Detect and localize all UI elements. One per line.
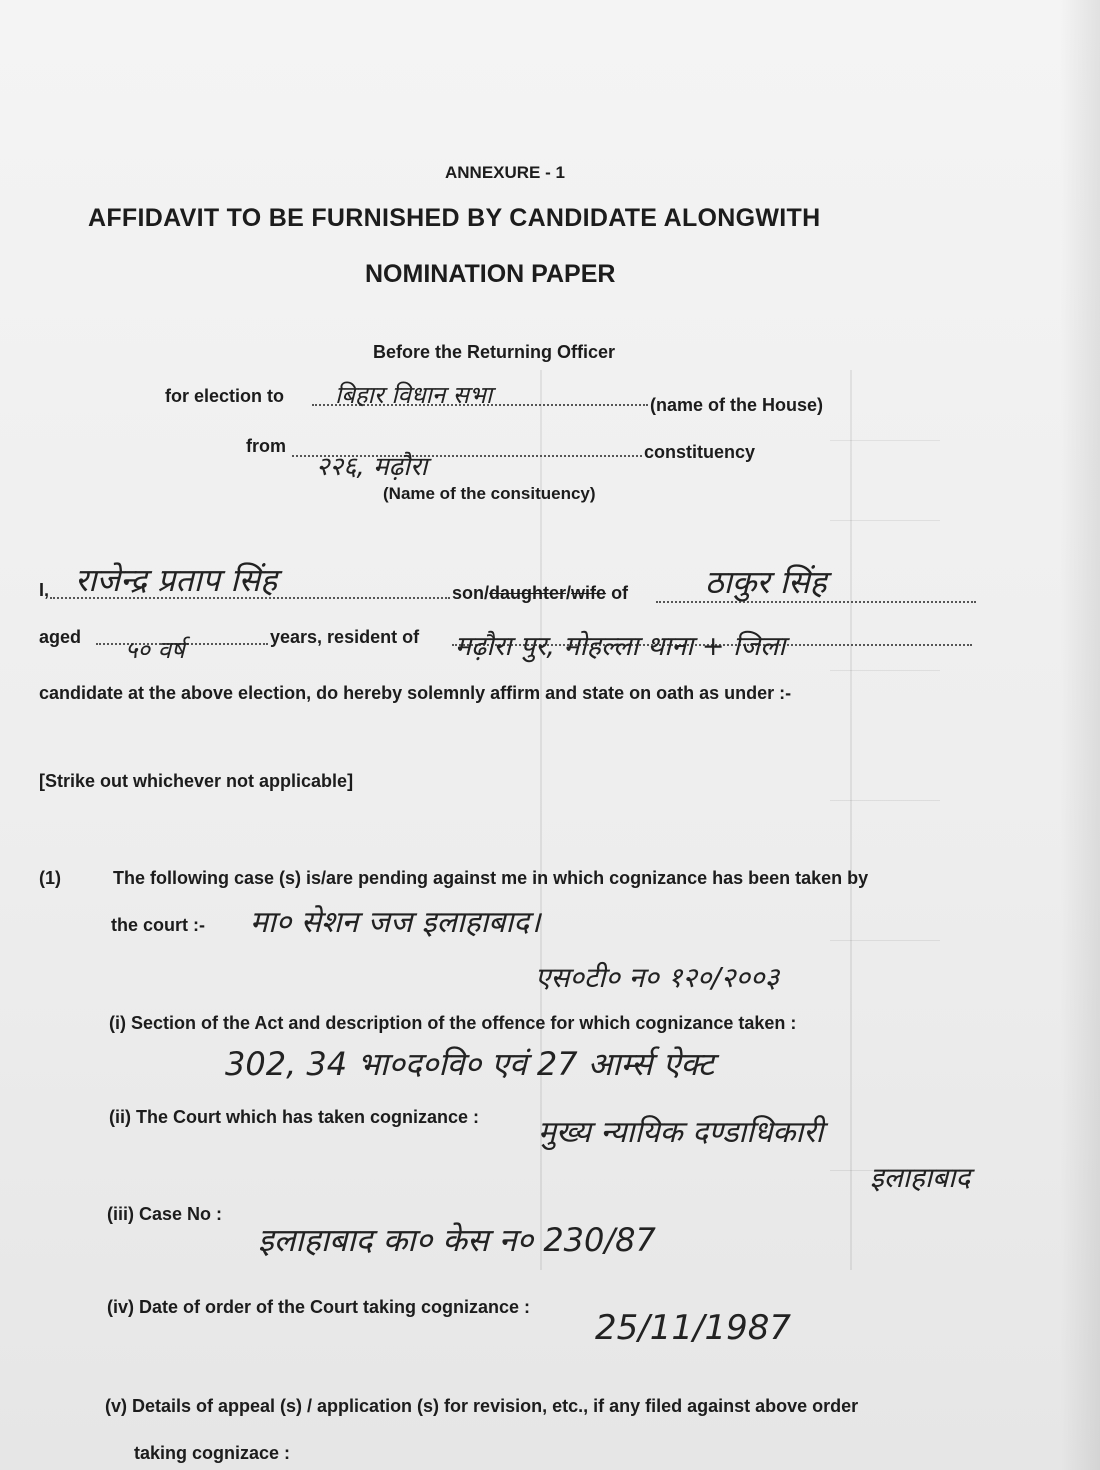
annexure-label: ANNEXURE - 1 [445, 163, 565, 182]
i-label: I, [39, 580, 50, 600]
page-title-line2: NOMINATION PAPER [365, 260, 616, 288]
age-handwritten: ५० वर्ष [125, 636, 185, 664]
section-number: (1) [39, 868, 61, 888]
house-handwritten: बिहार विधान सभा [335, 381, 493, 409]
cognizance-date-handwritten: 25/11/1987 [595, 1308, 791, 1348]
house-suffix: (name of the House) [650, 395, 824, 415]
page-title: AFFIDAVIT TO BE FURNISHED BY CANDIDATE ALONGWITH [88, 204, 821, 232]
section-of-act-handwritten: 302, 34 भा०द०वि० एवं 27 आर्म्स ऐक्ट [225, 1045, 714, 1083]
section-intro: The following case (s) is/are pending against me in which cognizance has been taken by [113, 868, 869, 888]
years-resident-label: years, resident of [270, 627, 420, 647]
relation-prefix: son/ [452, 583, 490, 603]
constituency-handwritten: २२६, मढ़ौरा [316, 452, 428, 482]
section-of-act-label: (i) Section of the Act and description of the offence for which cognizance taken : [109, 1013, 797, 1033]
relation-text [452, 583, 628, 604]
court-cognizance-handwritten-line2: इलाहाबाद [870, 1161, 971, 1194]
resident-handwritten: मढ़ौरा पुर, मोहल्ला थाना + जिला [455, 631, 786, 662]
relation-struck-wife: wife [571, 583, 607, 603]
case-no-handwritten: इलाहाबाद का० केस न० 230/87 [258, 1221, 656, 1259]
before-returning-officer: Before the Returning Officer [373, 342, 616, 362]
election-label: for election to [165, 386, 285, 406]
strike-out-note: [Strike out whichever not applicable] [39, 771, 354, 791]
from-label: from [246, 436, 286, 456]
relation-struck-daughter: daughter [489, 583, 567, 603]
appeal-details-label-2: taking cognizace : [134, 1443, 291, 1463]
aged-label: aged [39, 627, 82, 647]
relation-separator: / [566, 583, 572, 603]
constituency-suffix: constituency [644, 442, 756, 462]
constituency-caption: (Name of the consituency) [383, 484, 596, 503]
candidate-name-handwritten: राजेन्द्र प्रताप सिंह [75, 561, 278, 599]
relation-suffix: of [606, 583, 629, 603]
cognizance-date-label: (iv) Date of order of the Court taking cognizance : [107, 1297, 531, 1317]
case-no-label: (iii) Case No : [107, 1204, 223, 1224]
court-handwritten-line2: एस०टी० न० १२०/२००३ [535, 961, 780, 994]
court-cognizance-label: (ii) The Court which has taken cognizance : [109, 1107, 480, 1127]
affirm-statement: candidate at the above election, do hereby solemnly affirm and state on oath as under :- [39, 683, 792, 703]
court-cognizance-handwritten-line1: मुख्य न्यायिक दण्डाधिकारी [538, 1115, 824, 1150]
father-name-handwritten: ठाकुर सिंह [705, 563, 827, 601]
scan-edge-shadow [1060, 0, 1100, 1470]
appeal-details-label: (v) Details of appeal (s) / application (s) for revision, etc., if any filed against above order [105, 1396, 859, 1416]
court-label: the court :- [111, 915, 205, 935]
court-handwritten-line1: मा० सेशन जज इलाहाबाद। [250, 905, 541, 940]
